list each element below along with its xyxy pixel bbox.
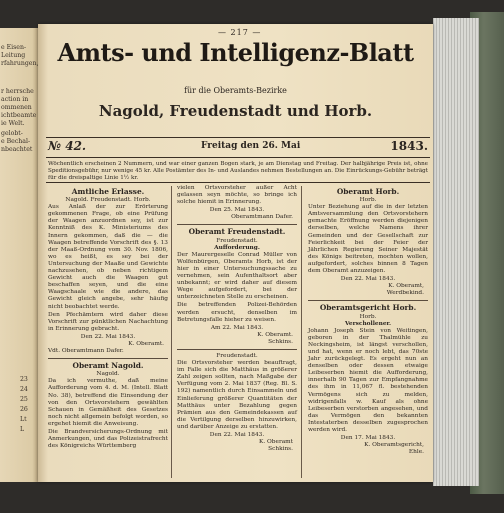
section-subheading: Nagold. Freudenstadt. Horb. [65, 197, 151, 204]
page-edges [433, 18, 479, 486]
issue-year: 1843. [390, 139, 428, 153]
section-separator [48, 358, 168, 359]
section-heading: Oberamt Nagold. [72, 361, 144, 371]
notice-date: Den 25. Mai 1843. [209, 207, 265, 214]
left-fragment: e Eisen- [1, 44, 27, 51]
column-divider [301, 186, 302, 478]
section-subheading: Aufforderung. [214, 244, 260, 251]
masthead-districts: Nagold, Freudenstadt und Horb. [98, 102, 373, 120]
notice-date: Den 22. Mai 1843. [80, 333, 136, 340]
subscription-notice: Wöchentlich erscheinen 2 Nummern, und war einer ganzen Bogen stark, je am Dienstag und Freitag. Der halbjährige Preis ist, ohne Speditionsgebühr, nur wenige 45 kr. Alle Postämter des In- und Auslandes nehmen Bestellungen an. Die Einrückungs-Gebühr beträgt für die dreispaltige Linie 1½ kr. [48, 161, 428, 181]
paragraph: Johann Joseph Stein von Weitingen, geboren in der Thalmühle zu Neckingsheim, ist längst verschollen, und hat, wenn er noch lebt, das 70ste Jahr zurückgelegt. Es ergeht nun an denselben oder dessen etwaige Leibeserben hiemit die Aufforderung, innerhalb 90 Tagen zur Empfangnahme des ihm in 11,067 fl. bestehenden Vermögens sich zu melden, widrigenfalls w. Kauf als ohne Leibeserben verstorben angesehen, und das Vermögen den bekannten Intestaterben desselben zugesprochen werden wird. [308, 327, 428, 433]
left-fragment: rfahrungen, [1, 60, 38, 67]
notice-date: Am 22. Mai 1843. [210, 324, 264, 331]
signature: K. Oberamtsgericht, [364, 442, 424, 449]
section-subheading: Verschollener. [344, 320, 392, 327]
paragraph: Die betreffenden Polizei-Behörden werden ersucht, denselben im Betretungsfalle hieher zu weisen. [177, 302, 297, 323]
signature: Schkins. [268, 338, 293, 345]
section-subheading: Horb. [359, 197, 377, 204]
issue-number: № 42. [48, 139, 87, 153]
paragraph: Die Brandversicherungs-Ordnung mit Anmerkungen, und das Polizeistrafrecht des Königreichs Württemberg [48, 429, 168, 450]
signature: Ehle. [408, 449, 424, 456]
left-fragment: r herrsche [1, 88, 34, 95]
column-1 [48, 185, 168, 451]
notice-date: Den 22. Mai 1843. [209, 432, 265, 438]
section-subheading: Freudenstadt. [216, 352, 258, 359]
header-rule-bottom [46, 157, 430, 158]
header-rule-top [46, 137, 430, 138]
left-fragment: e Bechal- [1, 138, 31, 145]
left-fragment: ichtbeamte [1, 112, 37, 119]
page-number: — 217 — [218, 28, 262, 37]
section-subheading: Freudenstadt. [216, 237, 258, 244]
signature: K. Oberamt. [128, 340, 164, 347]
section-subheading: Horb. [359, 313, 377, 320]
paragraph: vielen Ortsvorsteher außer Acht gelassen seyn möchte, so bringe ich solche hiemit in Erinnerung. [177, 185, 297, 206]
column-2 [177, 185, 297, 453]
left-table-cell: 26 [20, 406, 28, 413]
signature: Vdt. Oberamtmann Dafer. [48, 348, 124, 355]
signature: K. Oberamt [259, 439, 293, 446]
section-separator [177, 224, 297, 225]
left-table-cell: L [20, 426, 25, 433]
newspaper-page [38, 24, 433, 482]
section-heading: Amtliche Erlasse. [71, 187, 145, 196]
masthead-title: Amts- und Intelligenz-Blatt [57, 38, 414, 67]
paragraph: Da ich vermuthe, daß meine Aufforderung vom 4. d. M. (Intell. Blatt No. 38), betreffend die Einsendung der von den Ortsvorstehern gewählten Schauen in Gemäßheit des Gesetzes noch nicht allgemein befolgt worden, so ergehet hiemit die Anweisung. [48, 378, 168, 427]
signature: K. Oberamt, [388, 283, 424, 290]
signature: Oberamtmann Dafer. [231, 214, 293, 221]
paragraph: Aus Anlaß der zur Erörterung gekommenen Frage, ob eine Prüfung der Waagen anzuordnen sey, ist zur Kenntniß des K. Ministeriums des Innern gekommen, daß die — die Waagen betreffende Vorschrift des §. 13 der Maaß-Ordnung vom 30. Nov. 1806, wo es heißt, es sey bei der Untersuchung der Maaße und Gewichte nachzusehen, ob neben richtigem Gewicht auch die Waagen gut beschaffen seyen, und die eine Waagschaale wie die andere, das Gewicht gleich angebe, sehr häufig nicht beobachtet werde. [48, 204, 168, 310]
section-heading: Oberamt Freudenstadt. [188, 227, 286, 237]
left-page-sliver [0, 28, 38, 482]
left-fragment: action in [1, 96, 29, 103]
left-fragment: ommenen [1, 104, 32, 111]
issue-date: Freitag den 26. Mai [201, 141, 301, 151]
paragraph: Die Ortsvorsteher werden beauftragt, im Falle sich die Matthäus in größerer Zahl zeigen sollten, nach Maßgabe der Verfügung vom 2. Mai 1837 (Reg. Bl. S. 192) namentlich durch Einsammeln und Einlieferung größerer Quantitäten der Matthäus unter Bezahlung gegen Prämien aus den Gemeindekassen auf die Vertilgung derselben hinzuwirken, und darüber Anzeige zu erstatten. [177, 360, 297, 430]
left-table-cell: 23 [20, 376, 28, 383]
section-separator [177, 349, 297, 350]
paragraph: Der Maurergeselle Conrad Müller von Wolfenbürgen, Oberamts Horb, ist der hier in einer Untersuchungssache zu vernehmen, sein Aufenthaltsort aber unbekannt; er wird daher auf diesem Wege aufgefordert, bei der unterzeichneten Stelle zu erscheinen. [177, 251, 297, 301]
left-fragment: Leitung [1, 52, 26, 59]
left-table-cell: 24 [20, 386, 28, 393]
column-divider [171, 186, 172, 478]
paragraph: Unter Beziehung auf die in der letzten Amtsversammlung den Ortsvorstehern gemachte Eröffnung werden diejenigen derselben, welche Namens ihrer Gemeinden und der Gesellschaft zur Feierlichkeit bei der Feier der Jährlichen Regierung Seiner Majestät des Königs beitreten, mochten wollen, aufgefordert, solches binnen 8 Tagen dem Oberamt anzuzeigen. [308, 204, 428, 275]
notice-date: Den 17. Mai 1843. [340, 435, 396, 442]
notice-date: Den 22. Mai 1843. [340, 276, 396, 283]
left-fragment: ie Welt. [1, 120, 25, 127]
signature: Werdbekind. [386, 290, 424, 297]
section-separator [308, 300, 428, 301]
left-fragment: gelobt- [1, 130, 23, 137]
masthead-subtitle: für die Oberamts-Bezirke [184, 86, 287, 95]
section-heading: Oberamt Horb. [336, 187, 400, 196]
paragraph: Den Pfechämtern wird daher diese Vorschrift zur pünktlichen Nachachtung in Erinnerung gebracht. [48, 311, 168, 332]
left-table-cell: Lt [20, 416, 27, 423]
column-3 [308, 185, 428, 456]
notice-rule [46, 182, 430, 183]
left-table-cell: 25 [20, 396, 28, 403]
left-fragment: nbeachtet [1, 146, 33, 153]
section-subheading: Nagold. [96, 371, 120, 378]
signature: K. Oberamt. [257, 331, 293, 338]
section-heading: Oberamtsgericht Horb. [319, 303, 417, 313]
signature: Schkins. [268, 446, 293, 453]
